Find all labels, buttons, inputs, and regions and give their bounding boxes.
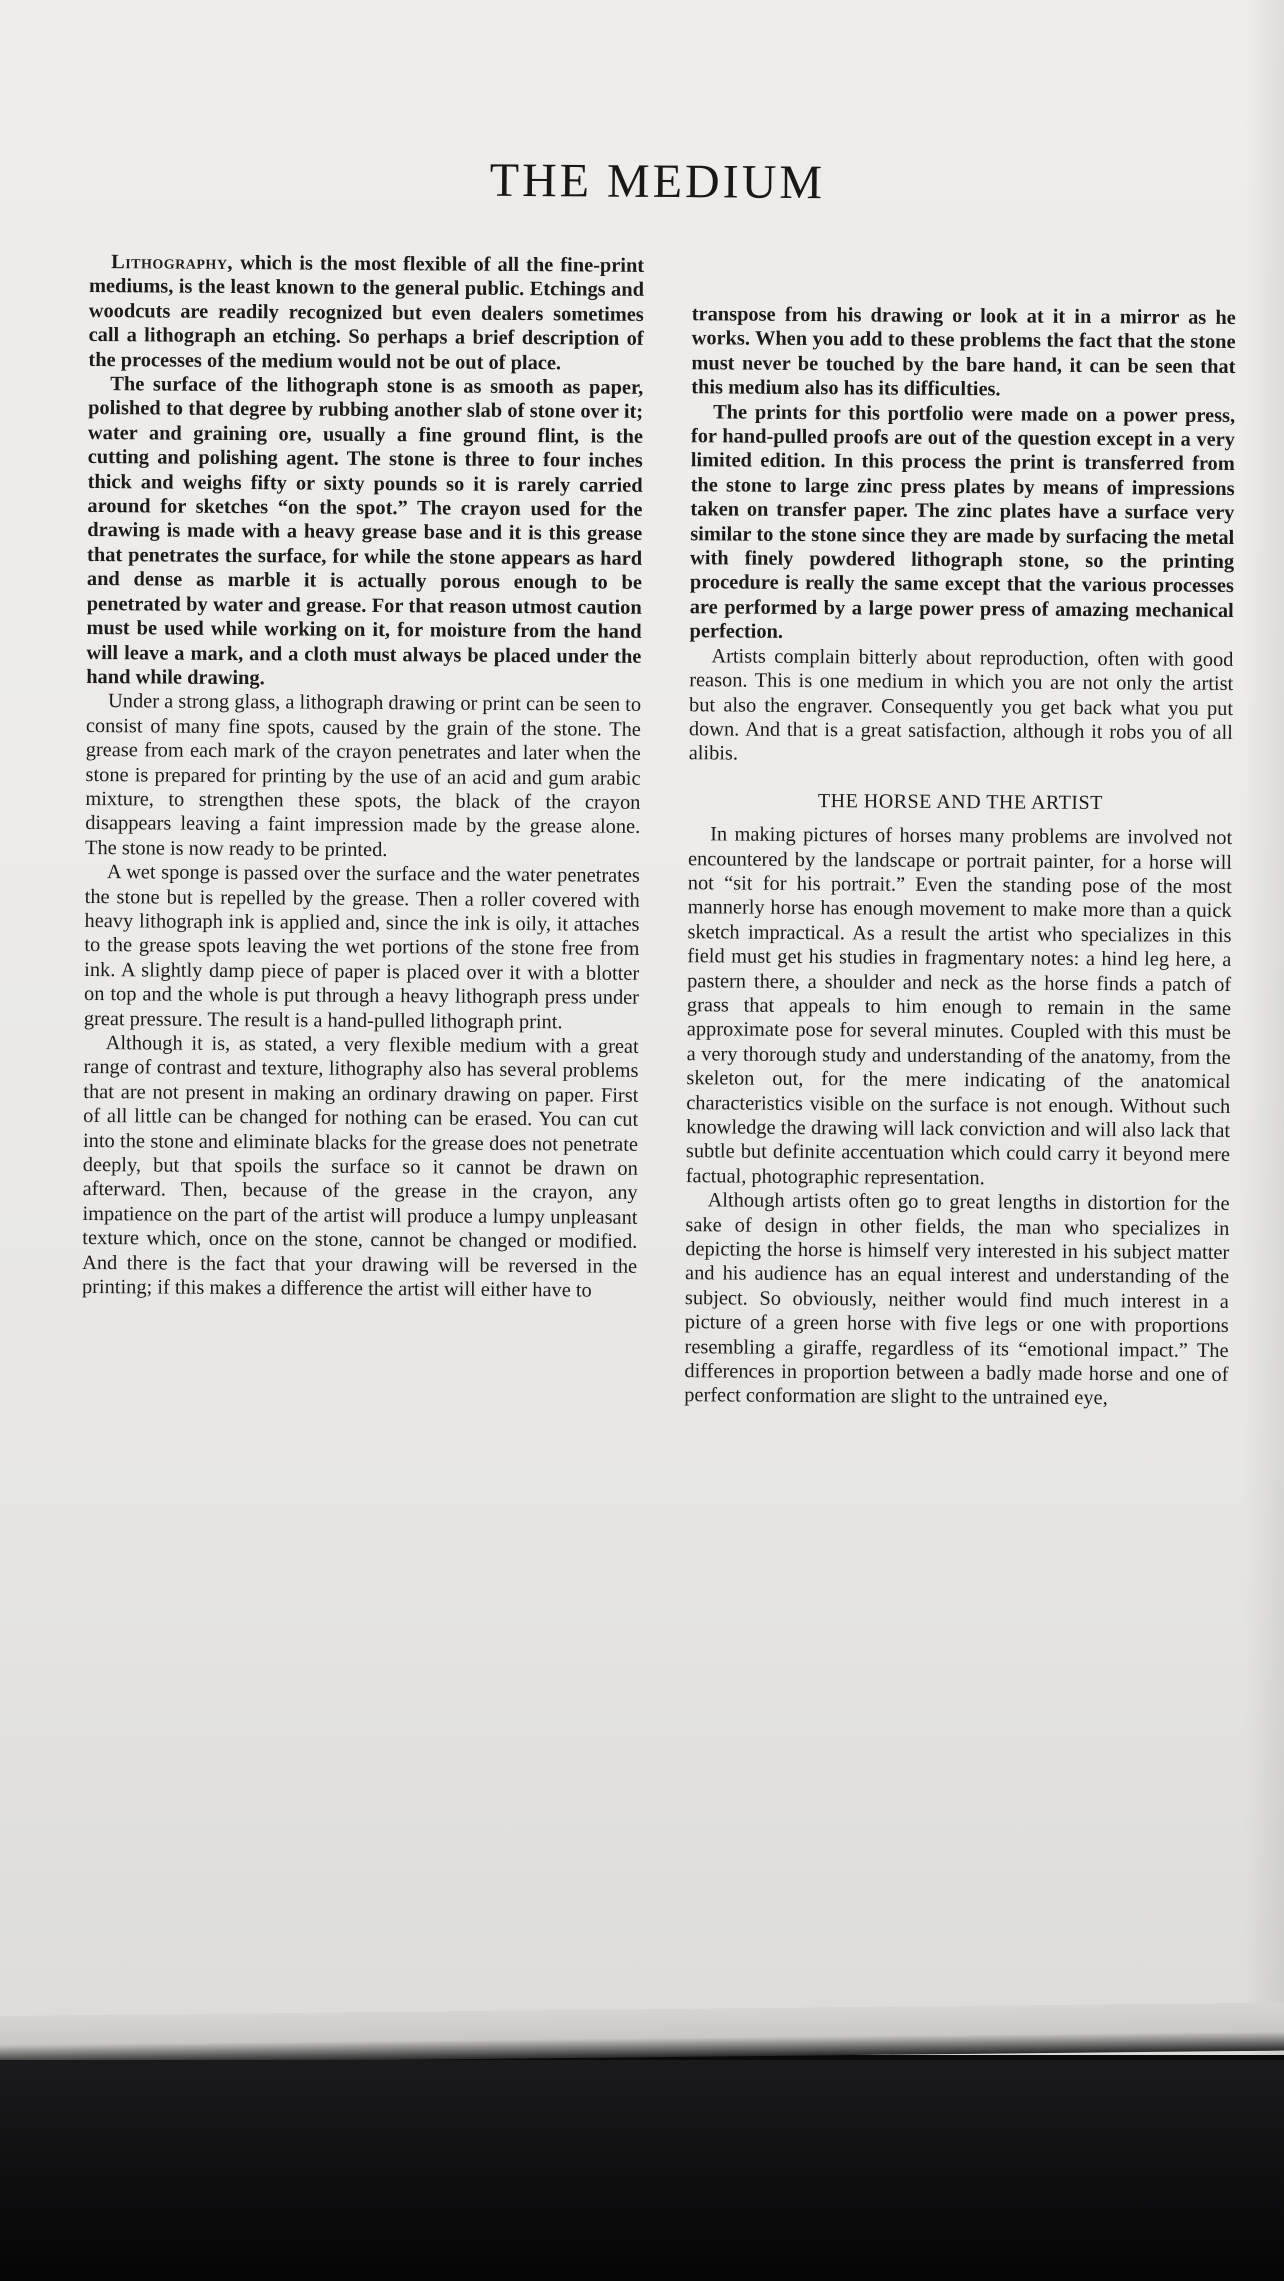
lead-word: Lithography,	[111, 251, 234, 275]
page-content	[81, 140, 1236, 1410]
right-column	[684, 302, 1236, 1412]
paragraph-distortion: Although artists often go to great lengths in distortion for the sake of design in other fields, the man who specializes in depicting the horse is himself very interested in his subject matter and his audience has an equal interest and understanding of the subject. So obviously, neither would find much interest in a picture of a green horse with five legs or one with proportions resembling a giraffe, regardless of its “emotional impact.” The differences in proportion between a badly made horse and one of perfect conformation are slight to the untrained eye,	[684, 1189, 1230, 1410]
dark-background	[0, 2060, 1284, 2281]
paragraph-horse-problems: In making pictures of horses many problems are involved not encountered by the landscape or portrait painter, for a horse will not “sit for his portrait.” Even the standing pose of the most mannerly horse has enough movement to make more than a quick sketch impractical. As a result the artist who specializes in this field must get his studies in fragmentary notes: a hind leg here, a pastern there, a shoulder and neck as the horse finds a patch of grass that appeals to him enough to remain in the same approximate pose for several minutes. Coupled with this must be a very thorough study and understanding of the anatomy, from the skeleton out, for the mere indicating of the anatomical characteristics visible on the surface is not enough. Without such knowledge the drawing will lack conviction and will also lack that subtle but definite accentuation which could carry it beyond mere factual, photographic representation.	[685, 823, 1233, 1190]
paragraph-stone-surface: The surface of the lithograph stone is as smooth as paper, polished to that degree by rubbing another slab of stone over it; water and graining ore, usually a fine ground flint, is the cutting and polishing agent. The stone is three to four inches thick and weighs fifty or sixty pounds so it is rarely carried around for sketches “on the spot.” The crayon used for the drawing is made with a heavy grease base and it is this grease that penetrates the surface, for while the stone appears as hard and dense as marble it is actually porous enough to be penetrated by water and grease. For that reason utmost caution must be used while working on it, for moisture from the hand will leave a mark, and a cloth must always be placed under the hand while drawing.	[86, 373, 644, 690]
section-heading: THE HORSE AND THE ARTIST	[817, 789, 1103, 814]
paragraph-text: which is the most flexible of all the fine-print mediums, is the least known to the general public. Etchings and woodcuts are readily recognized but even dealers sometimes call a lithograph an etching. So perhaps a brief description of the processes of the medium would not be out of place.	[88, 252, 645, 374]
paragraph-strong-glass: Under a strong glass, a lithograph drawing or print can be seen to consist of many fine spots, caused by the grain of the stone. The grease from each mark of the crayon penetrates and later when the stone is prepared for printing by the use of an acid and gum arabic mixture, to strengthen these spots, the black of the crayon disappears leaving a faint impression made by the grease alone. The stone is now ready to be printed.	[84, 690, 642, 861]
page-shadow	[1244, 0, 1284, 2055]
left-column	[82, 250, 644, 1303]
paragraph-wet-sponge: A wet sponge is passed over the surface and the water penetrates the stone but is repelled by the grease. Then a roller covered with heavy lithograph ink is applied and, since the ink is oily, it attaches to the grease spots leaving the wet portions of the stone free from ink. A slightly damp piece of paper is placed over it with a blotter on top and the whole is put through a heavy lithograph press under great pressure. The result is a hand-pulled lithograph print.	[83, 861, 640, 1033]
paragraph-power-press: The prints for this portfolio were made on a power press, for hand-pulled proofs are out of the question except in a very limited edition. In this process the print is transferred from the stone to large zinc press plates by means of impressions taken on transfer paper. The zinc plates have a surface very similar to the stone since they are made by surfacing the metal with finely powdered lithograph stone, so the printing procedure is really the same except that the various processes are performed by a large power press of amazing mechanical perfection.	[689, 400, 1236, 644]
paragraph-transpose: transpose from his drawing or look at it in a mirror as he works. When you add to these problems the fact that the stone must never be touched by the bare hand, it can be seen that this medium also has its difficulties.	[691, 303, 1236, 401]
paragraph-problems: Although it is, as stated, a very flexible medium with a great range of contrast and texture, lithography also has several problems that are not present in making an ordinary drawing on paper. First of all little can be changed for nothing can be erased. You can cut into the stone and eliminate blacks for the grease does not penetrate deeply, but that spoils the surface so it cannot be drawn on afterward. Then, because of the grease in the crayon, any impatience on the part of the artist will produce a lumpy unpleasant texture which, once on the stone, cannot be changed or modified. And there is the fact that your drawing will be reversed in the printing; if this makes a difference the artist will either have to	[81, 1032, 639, 1302]
page-title: THE MEDIUM	[489, 153, 826, 210]
paragraph-reproduction: Artists complain bitterly about reproduction, often with good reason. This is one medium in which you are not only the artist but also the engraver. Consequently you get back what you put down. And that is a great satisfaction, although it robs you of all alibis.	[688, 645, 1234, 765]
paragraph-lithography-intro	[88, 250, 644, 376]
